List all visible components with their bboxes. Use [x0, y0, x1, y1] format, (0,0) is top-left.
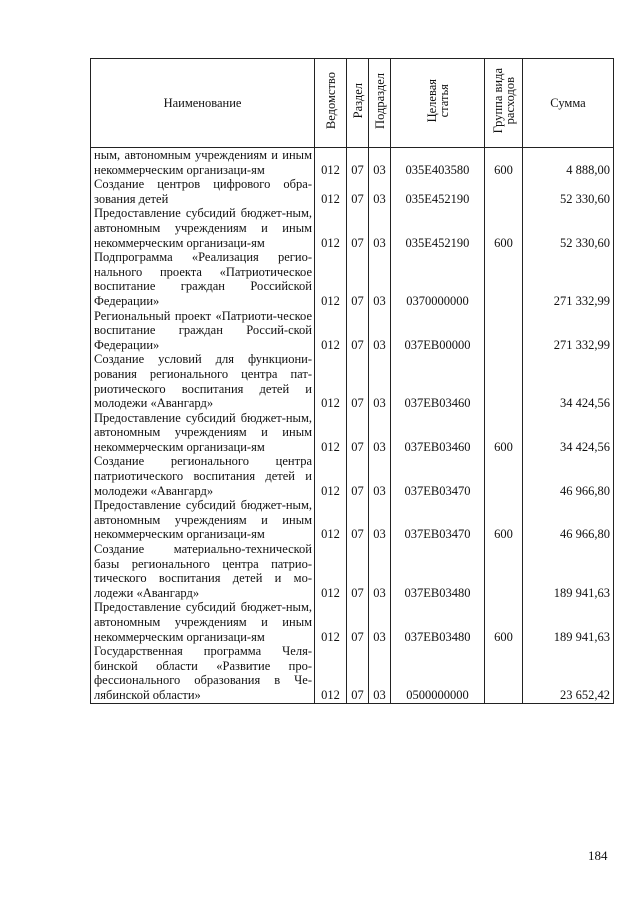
cell-podrazdel: 03 — [369, 498, 391, 542]
cell-target-article: 037EB03460 — [391, 352, 485, 410]
cell-vedomstvo: 012 — [315, 411, 347, 455]
cell-vedomstvo: 012 — [315, 498, 347, 542]
cell-razdel: 07 — [347, 250, 369, 308]
cell-vedomstvo: 012 — [315, 250, 347, 308]
cell-razdel: 07 — [347, 206, 369, 250]
header-vedomstvo: Ведомство — [315, 59, 347, 148]
table-row — [91, 411, 614, 455]
cell-name: Государственная программа Челя-бинской области «Развитие про-фессионального образования в Че-лябинской области» — [91, 644, 315, 703]
cell-podrazdel: 03 — [369, 454, 391, 498]
cell-sum: 23 652,42 — [523, 644, 614, 703]
cell-expense-group: 600 — [485, 148, 523, 178]
cell-expense-group — [485, 644, 523, 703]
cell-expense-group — [485, 352, 523, 410]
cell-target-article: 0500000000 — [391, 644, 485, 703]
cell-podrazdel: 03 — [369, 148, 391, 178]
cell-expense-group: 600 — [485, 206, 523, 250]
cell-razdel: 07 — [347, 148, 369, 178]
cell-razdel: 07 — [347, 542, 369, 600]
cell-sum: 271 332,99 — [523, 250, 614, 308]
table-row — [91, 542, 614, 600]
cell-podrazdel: 03 — [369, 644, 391, 703]
page-number: 184 — [588, 848, 608, 863]
table-row — [91, 352, 614, 410]
cell-expense-group — [485, 177, 523, 206]
cell-expense-group — [485, 454, 523, 498]
cell-name: Региональный проект «Патриоти-ческое воспитание граждан Россий-ской Федерации» — [91, 309, 315, 353]
cell-vedomstvo: 012 — [315, 309, 347, 353]
table-row — [91, 206, 614, 250]
table-row — [91, 454, 614, 498]
header-podrazdel: Подраздел — [369, 59, 391, 148]
cell-name: Предоставление субсидий бюджет-ным, автономным учреждениям и иным некоммерческим организаци-ям — [91, 411, 315, 455]
header-name: Наименование — [91, 59, 315, 148]
cell-expense-group: 600 — [485, 411, 523, 455]
table-row — [91, 177, 614, 206]
cell-razdel: 07 — [347, 498, 369, 542]
cell-expense-group: 600 — [485, 498, 523, 542]
cell-name: Создание центров цифрового обра-зования детей — [91, 177, 315, 206]
cell-target-article: 037EB03470 — [391, 454, 485, 498]
cell-target-article: 037EB03470 — [391, 498, 485, 542]
cell-vedomstvo: 012 — [315, 454, 347, 498]
cell-sum: 271 332,99 — [523, 309, 614, 353]
cell-target-article: 037EB03480 — [391, 600, 485, 644]
cell-vedomstvo: 012 — [315, 206, 347, 250]
cell-razdel: 07 — [347, 600, 369, 644]
budget-table — [90, 58, 614, 704]
table-body — [91, 148, 614, 704]
cell-name: Предоставление субсидий бюджет-ным, автономным учреждениям и иным некоммерческим организаци-ям — [91, 498, 315, 542]
cell-sum: 189 941,63 — [523, 542, 614, 600]
cell-name: Предоставление субсидий бюджет-ным, автономным учреждениям и иным некоммерческим организаци-ям — [91, 206, 315, 250]
cell-razdel: 07 — [347, 309, 369, 353]
cell-name: Подпрограмма «Реализация регио-нального проекта «Патриотическое воспитание граждан Российской Федерации» — [91, 250, 315, 308]
cell-sum: 189 941,63 — [523, 600, 614, 644]
cell-target-article: 035E403580 — [391, 148, 485, 178]
cell-podrazdel: 03 — [369, 206, 391, 250]
cell-name: Предоставление субсидий бюджет-ным, автономным учреждениям и иным некоммерческим организаци-ям — [91, 600, 315, 644]
cell-podrazdel: 03 — [369, 177, 391, 206]
cell-sum: 46 966,80 — [523, 498, 614, 542]
table-row — [91, 309, 614, 353]
cell-name: Создание условий для функциони-рования регионального центра пат-риотического воспитания детей и молодежи «Авангард» — [91, 352, 315, 410]
cell-vedomstvo: 012 — [315, 600, 347, 644]
table-header-row — [91, 59, 614, 148]
table-row — [91, 250, 614, 308]
cell-expense-group — [485, 250, 523, 308]
cell-target-article: 037EB00000 — [391, 309, 485, 353]
cell-razdel: 07 — [347, 352, 369, 410]
cell-target-article: 037EB03480 — [391, 542, 485, 600]
cell-sum: 4 888,00 — [523, 148, 614, 178]
table-row — [91, 600, 614, 644]
cell-name: Создание материально-технической базы регионального центра патрио-тического воспитания детей и мо-лодежи «Авангард» — [91, 542, 315, 600]
cell-vedomstvo: 012 — [315, 644, 347, 703]
cell-sum: 46 966,80 — [523, 454, 614, 498]
table-row — [91, 498, 614, 542]
cell-sum: 34 424,56 — [523, 352, 614, 410]
cell-name: ным, автономным учреждениям и иным некоммерческим организаци-ям — [91, 148, 315, 178]
cell-expense-group: 600 — [485, 600, 523, 644]
cell-podrazdel: 03 — [369, 600, 391, 644]
cell-expense-group — [485, 542, 523, 600]
cell-vedomstvo: 012 — [315, 148, 347, 178]
cell-razdel: 07 — [347, 411, 369, 455]
cell-podrazdel: 03 — [369, 542, 391, 600]
header-expense-group: Группа вида расходов — [485, 59, 523, 148]
cell-name: Создание регионального центра патриотического воспитания детей и молодежи «Авангард» — [91, 454, 315, 498]
header-razdel: Раздел — [347, 59, 369, 148]
cell-podrazdel: 03 — [369, 309, 391, 353]
header-sum: Сумма — [523, 59, 614, 148]
cell-sum: 34 424,56 — [523, 411, 614, 455]
cell-vedomstvo: 012 — [315, 177, 347, 206]
cell-razdel: 07 — [347, 644, 369, 703]
cell-vedomstvo: 012 — [315, 352, 347, 410]
cell-target-article: 035E452190 — [391, 177, 485, 206]
table-row — [91, 148, 614, 178]
cell-podrazdel: 03 — [369, 352, 391, 410]
header-target-article: Целевая статья — [391, 59, 485, 148]
cell-target-article: 037EB03460 — [391, 411, 485, 455]
cell-sum: 52 330,60 — [523, 177, 614, 206]
cell-vedomstvo: 012 — [315, 542, 347, 600]
cell-target-article: 0370000000 — [391, 250, 485, 308]
cell-razdel: 07 — [347, 177, 369, 206]
cell-target-article: 035E452190 — [391, 206, 485, 250]
cell-podrazdel: 03 — [369, 411, 391, 455]
cell-razdel: 07 — [347, 454, 369, 498]
cell-expense-group — [485, 309, 523, 353]
cell-sum: 52 330,60 — [523, 206, 614, 250]
cell-podrazdel: 03 — [369, 250, 391, 308]
table-row — [91, 644, 614, 703]
